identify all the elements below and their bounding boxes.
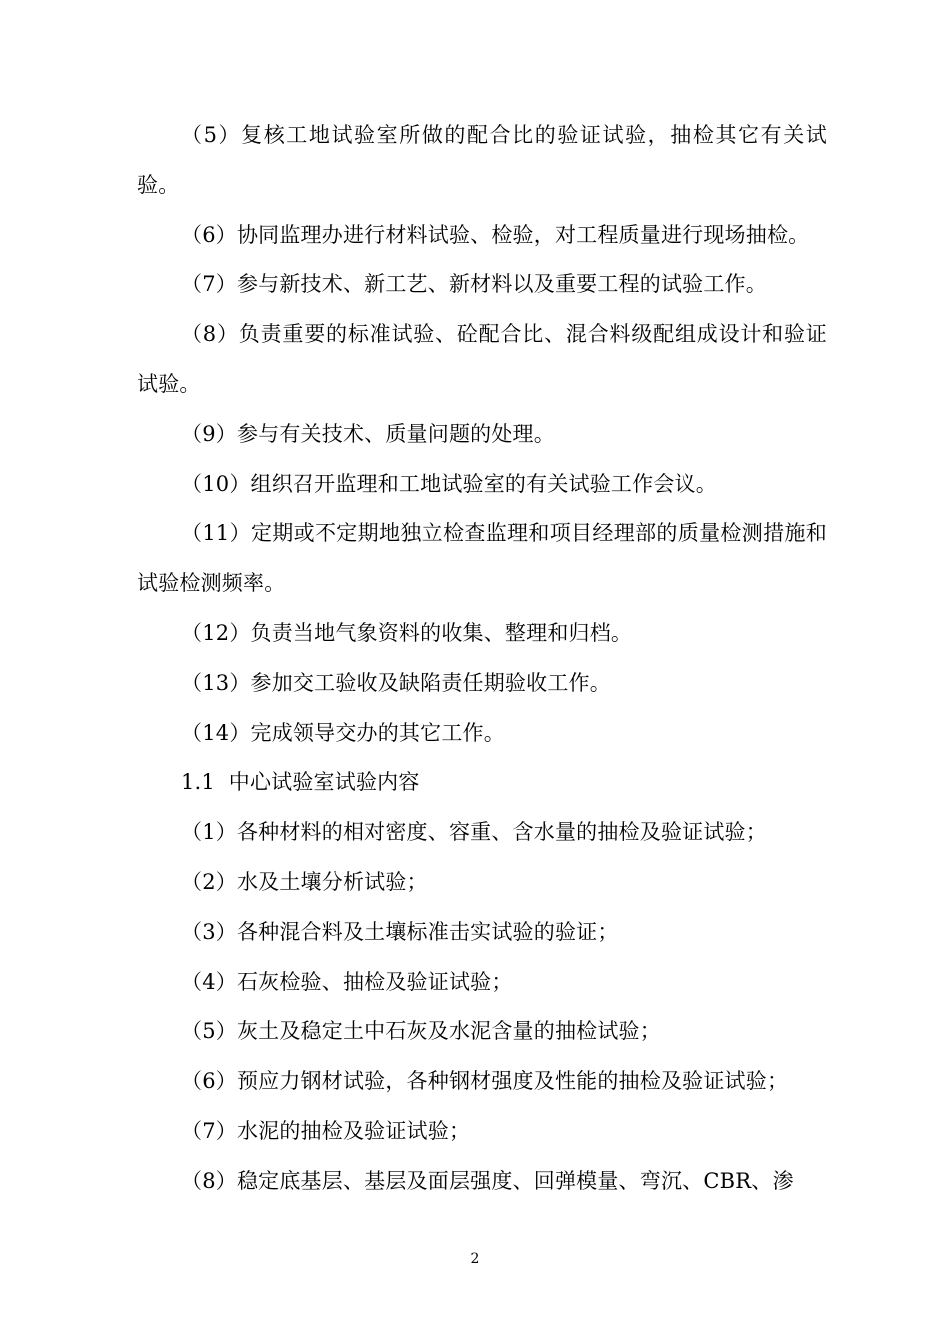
paragraph-item-13-acceptance: （13）参加交工验收及缺陷责任期验收工作。: [181, 670, 611, 695]
section-heading-1-1: 1.1 中心试验室试验内容: [181, 770, 420, 795]
test-item-3: （3）各种混合料及土壤标准击实试验的验证；: [181, 919, 619, 944]
paragraph-item-5-review: （5）复核工地试验室所做的配合比的验证试验，抽检其它有关试验。: [137, 123, 827, 197]
test-item-1: （1）各种材料的相对密度、容重、含水量的抽检及验证试验；: [181, 820, 767, 845]
paragraph-item-8-standard-tests: （8）负责重要的标准试验、砼配合比、混合料级配组成设计和验证试验。: [137, 322, 827, 396]
test-item-6: （6）预应力钢材试验，各种钢材强度及性能的抽检及验证试验；: [181, 1069, 789, 1094]
test-item-7: （7）水泥的抽检及验证试验；: [181, 1118, 471, 1143]
paragraph-item-11-inspection: （11）定期或不定期地独立检查监理和项目经理部的质量检测措施和试验检测频率。: [137, 521, 827, 596]
paragraph-item-7-participate: （7）参与新技术、新工艺、新材料以及重要工程的试验工作。: [181, 272, 767, 297]
test-item-2: （2）水及土壤分析试验；: [181, 869, 428, 894]
test-item-4: （4）石灰检验、抽检及验证试验；: [181, 969, 513, 994]
page-number: 2: [470, 1251, 480, 1267]
paragraph-item-12-weather: （12）负责当地气象资料的收集、整理和归档。: [181, 620, 633, 645]
paragraph-item-9-issues: （9）参与有关技术、质量问题的处理。: [181, 421, 555, 446]
paragraph-item-10-meetings: （10）组织召开监理和工地试验室的有关试验工作会议。: [181, 471, 717, 496]
test-item-8: （8）稳定底基层、基层及面层强度、回弹模量、弯沉、CBR、渗: [181, 1168, 794, 1193]
test-item-5: （5）灰土及稳定土中石灰及水泥含量的抽检试验；: [181, 1019, 661, 1044]
document-body: [137, 111, 827, 1207]
paragraph-item-6-cooperate: （6）协同监理办进行材料试验、检验，对工程质量进行现场抽检。: [181, 222, 810, 247]
paragraph-item-14-other-work: （14）完成领导交办的其它工作。: [181, 720, 505, 745]
